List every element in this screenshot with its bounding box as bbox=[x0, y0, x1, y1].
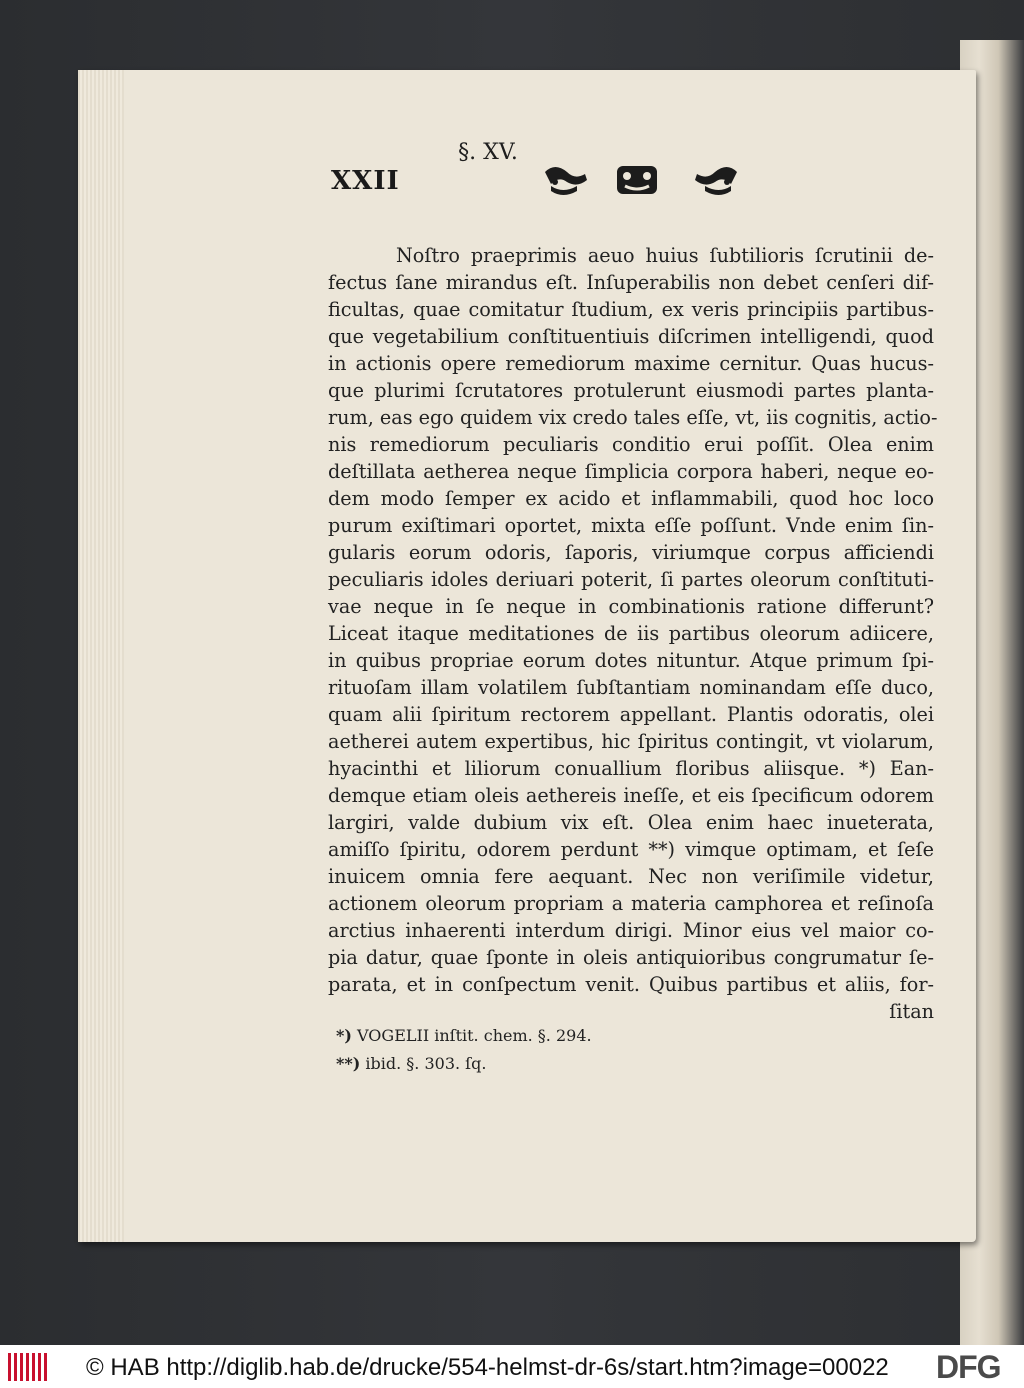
text-line: quam alii ſpiritum rectorem appellant. Plantis odoratis, olei bbox=[328, 703, 934, 726]
text-line: Noſtro praeprimis aeuo huius ſubtilioris ſcrutinii de- bbox=[396, 244, 934, 267]
footnote bbox=[336, 1022, 836, 1050]
text-line: vae neque in ſe neque in combinationis ratione differunt? bbox=[328, 595, 934, 618]
footnotes bbox=[336, 1022, 836, 1078]
text-line: que plurimi ſcrutatores protulerunt eiusmodi partes planta- bbox=[328, 379, 934, 402]
ornament-icon bbox=[541, 160, 741, 200]
text-line: fectus ſane mirandus eſt. Inſuperabilis non debet cenſeri dif- bbox=[328, 271, 934, 294]
text-line: largiri, valde dubium vix eſt. Olea enim haec inueterata, bbox=[328, 811, 934, 834]
dfg-logo: DFG bbox=[936, 1349, 1001, 1385]
text-line: deſtillata aetherea neque ſimplicia corpora haberi, neque eo- bbox=[328, 460, 934, 483]
text-line: demque etiam oleis aethereis ineſſe, et eis ſpecificum odorem bbox=[328, 784, 934, 807]
footnote-mark: **) bbox=[336, 1054, 361, 1073]
text-line: pia datur, quae ſponte in oleis antiquioribus congrumatur ſe- bbox=[328, 946, 934, 969]
text-line: que vegetabilium conſtituentiuis diſcrimen intelligendi, quod bbox=[328, 325, 934, 348]
footnote-text: ibid. §. 303. ſq. bbox=[365, 1054, 487, 1073]
catchword: ſitan bbox=[889, 1000, 934, 1023]
text-line: peculiaris idoles deriuari poterit, ſi partes oleorum conſtituti- bbox=[328, 568, 934, 591]
text-line: rum, eas ego quidem vix credo tales eſſe, vt, iis cognitis, actio- bbox=[328, 406, 938, 429]
library-barcode-icon bbox=[8, 1351, 48, 1383]
text-line: aetherei autem expertibus, hic ſpiritus contingit, vt violarum, bbox=[328, 730, 934, 753]
footer-bar bbox=[0, 1345, 1024, 1388]
text-line: arctius inhaerenti interdum dirigi. Minor eius vel maior co- bbox=[328, 919, 934, 942]
body-text bbox=[328, 242, 938, 1025]
section-heading: §. XV. bbox=[458, 140, 518, 165]
text-line: dem modo ſemper ex acido et inflammabili, quod hoc loco bbox=[328, 487, 934, 510]
text-line: amiſſo ſpiritu, odorem perdunt **) vimque optimam, et ſeſe bbox=[328, 838, 934, 861]
footnote-text: VOGELII inſtit. chem. §. 294. bbox=[357, 1026, 592, 1045]
text-line: in actionis opere remediorum maxime cernitur. Quas hucus- bbox=[328, 352, 934, 375]
text-line: rituoſam illam volatilem ſubſtantiam nominandam eſſe duco, bbox=[328, 676, 934, 699]
text-line: in quibus propriae eorum dotes nituntur. Atque primum ſpi- bbox=[328, 649, 934, 672]
text-line: ficultas, quae comitatur ſtudium, ex veris principiis partibus- bbox=[328, 298, 934, 321]
page-number: XXII bbox=[331, 166, 400, 196]
text-line: actionem oleorum propriam a materia camphorea et reſinoſa bbox=[328, 892, 934, 915]
running-header bbox=[331, 160, 951, 210]
text-line: Liceat itaque meditationes de iis partibus oleorum adiicere, bbox=[328, 622, 934, 645]
text-line: hyacinthi et liliorum conuallium floribus aliisque. *) Ean- bbox=[328, 757, 934, 780]
footnote-mark: *) bbox=[336, 1026, 352, 1045]
footnote bbox=[336, 1050, 836, 1078]
copyright-link[interactable]: © HAB http://diglib.hab.de/drucke/554-helmst-dr-6s/start.htm?image=00022 bbox=[86, 1354, 889, 1381]
text-line: nis remediorum peculiaris conditio erui poſſit. Olea enim bbox=[328, 433, 934, 456]
text-line: parata, et in conſpectum venit. Quibus partibus et aliis, for- bbox=[328, 973, 934, 996]
text-line: gularis eorum odoris, ſaporis, viriumque corpus afficiendi bbox=[328, 541, 934, 564]
page-gutter bbox=[78, 70, 124, 1242]
text-line: inuicem omnia fere aequant. Nec non veriſimile videtur, bbox=[328, 865, 934, 888]
text-line: purum exiſtimari oportet, mixta eſſe poſſunt. Vnde enim ſin- bbox=[328, 514, 934, 537]
